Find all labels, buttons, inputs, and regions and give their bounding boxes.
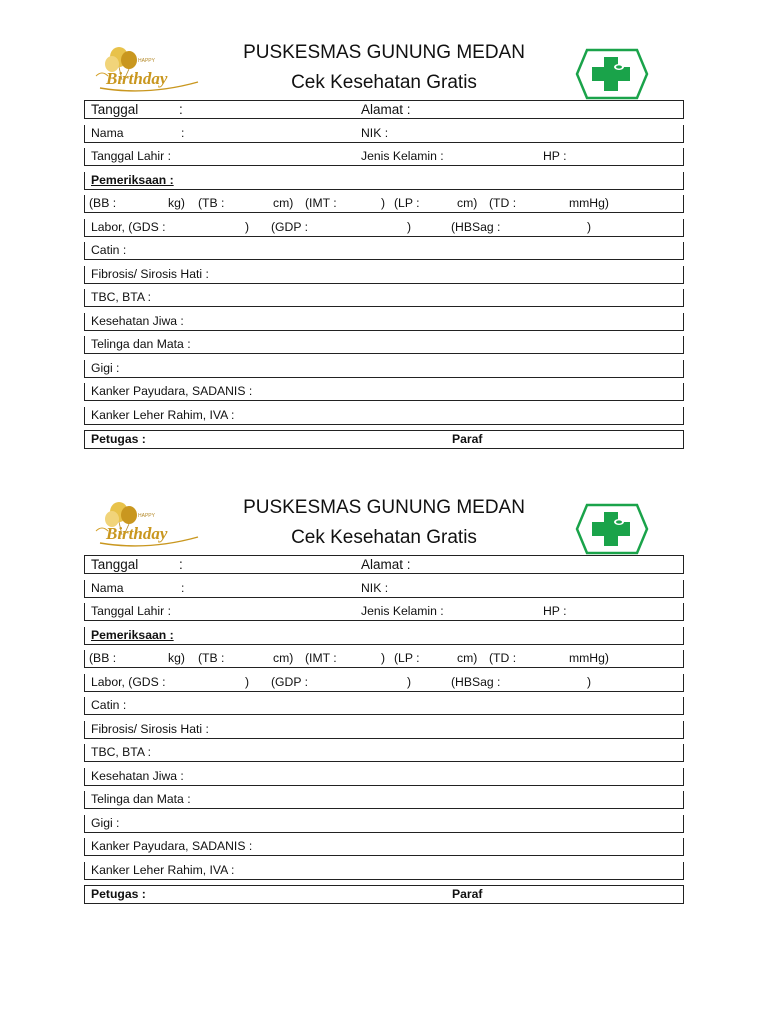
label-kg: kg) [168,651,185,665]
row-petugas [84,885,684,904]
row-catin [84,242,684,260]
label-hbsag: (HBSag : [451,674,501,689]
label-tanggal: Tanggal [91,557,139,572]
label-nama: Nama [91,580,124,595]
row-fibrosis [84,721,684,739]
row-telinga-mata [84,336,684,354]
row-nama-nik [84,125,684,143]
row-tbc [84,289,684,307]
row-lahir-kelamin-hp [84,148,684,166]
row-tanggal-alamat [84,555,684,574]
svg-text:HAPPY: HAPPY [138,58,155,64]
row-gigi [84,360,684,378]
label-hp: HP : [543,604,567,618]
label-jenis-kelamin: Jenis Kelamin : [361,149,444,163]
label-tbc: TBC, BTA : [91,745,152,759]
row-kanker-leher [84,862,684,880]
label-telinga-mata: Telinga dan Mata : [91,337,191,351]
row-pemeriksaan [84,627,684,645]
label-catin: Catin : [91,698,127,712]
label-cm-2: cm) [457,651,478,665]
row-petugas [84,430,684,449]
label-paren-3: ) [407,674,412,689]
row-tbc [84,744,684,762]
label-cm-1: cm) [273,196,294,210]
label-nik: NIK : [361,125,389,140]
label-tanggal: Tanggal [91,102,139,117]
health-form [84,100,684,455]
svg-text:HAPPY: HAPPY [138,513,155,519]
row-kanker-payudara [84,838,684,856]
label-kg: kg) [168,196,185,210]
label-fibrosis: Fibrosis/ Sirosis Hati : [91,721,209,736]
label-gigi: Gigi : [91,360,120,375]
label-fibrosis: Fibrosis/ Sirosis Hati : [91,266,209,281]
label-paren-1: ) [381,651,386,665]
health-check-card-2 [0,493,768,913]
label-nama: Nama [91,125,124,140]
birthday-logo-icon [92,46,204,96]
label-telinga-mata: Telinga dan Mata : [91,792,191,806]
clinic-subtitle: Cek Kesehatan Gratis [291,527,477,548]
label-kesehatan-jiwa: Kesehatan Jiwa : [91,313,184,328]
label-paren-4: ) [587,674,592,689]
row-gigi [84,815,684,833]
label-paren-2: ) [245,219,250,234]
label-lp: (LP : [394,196,420,210]
label-tb: (TB : [198,651,225,665]
label-catin: Catin : [91,243,127,257]
label-paraf: Paraf [452,887,483,901]
svg-text:Birthday: Birthday [106,69,168,88]
label-bb: (BB : [89,196,117,210]
label-paren-1: ) [381,196,386,210]
colon-tanggal: : [179,102,183,117]
label-nik: NIK : [361,580,389,595]
clinic-title: PUSKESMAS GUNUNG MEDAN [243,42,525,63]
label-pemeriksaan: Pemeriksaan : [91,172,174,187]
label-jenis-kelamin: Jenis Kelamin : [361,604,444,618]
label-mmhg: mmHg) [569,196,609,210]
row-measurements [84,650,684,668]
row-nama-nik [84,580,684,598]
row-telinga-mata [84,791,684,809]
colon-nama: : [181,580,185,595]
label-paren-3: ) [407,219,412,234]
health-cross-logo-icon [575,501,649,557]
label-bb: (BB : [89,651,117,665]
row-pemeriksaan [84,172,684,190]
label-gdp: (GDP : [271,219,309,234]
label-gdp: (GDP : [271,674,309,689]
clinic-title: PUSKESMAS GUNUNG MEDAN [243,497,525,518]
label-labor-gds: Labor, (GDS : [91,219,166,234]
label-hp: HP : [543,149,567,163]
row-kesehatan-jiwa [84,313,684,331]
health-check-card-1 [0,38,768,458]
label-alamat: Alamat : [361,102,411,117]
row-catin [84,697,684,715]
birthday-logo-icon [92,501,204,551]
label-paren-2: ) [245,674,250,689]
label-mmhg: mmHg) [569,651,609,665]
row-tanggal-alamat [84,100,684,119]
label-cm-1: cm) [273,651,294,665]
row-measurements [84,195,684,213]
label-tb: (TB : [198,196,225,210]
label-tbc: TBC, BTA : [91,290,152,304]
label-petugas: Petugas : [91,887,146,901]
label-labor-gds: Labor, (GDS : [91,674,166,689]
label-tanggal-lahir: Tanggal Lahir : [91,604,171,618]
clinic-subtitle: Cek Kesehatan Gratis [291,72,477,93]
label-kesehatan-jiwa: Kesehatan Jiwa : [91,768,184,783]
svg-text:Birthday: Birthday [106,524,168,543]
label-lp: (LP : [394,651,420,665]
label-imt: (IMT : [305,196,337,210]
label-hbsag: (HBSag : [451,219,501,234]
row-labor [84,219,684,237]
label-alamat: Alamat : [361,557,411,572]
row-fibrosis [84,266,684,284]
label-paraf: Paraf [452,432,483,446]
colon-tanggal: : [179,557,183,572]
label-imt: (IMT : [305,651,337,665]
row-labor [84,674,684,692]
label-cm-2: cm) [457,196,478,210]
label-tanggal-lahir: Tanggal Lahir : [91,149,171,163]
row-kanker-leher [84,407,684,425]
health-form [84,555,684,910]
label-td: (TD : [489,651,517,665]
label-kanker-leher: Kanker Leher Rahim, IVA : [91,407,235,422]
colon-nama: : [181,125,185,140]
label-petugas: Petugas : [91,432,146,446]
label-pemeriksaan: Pemeriksaan : [91,627,174,642]
row-kesehatan-jiwa [84,768,684,786]
row-lahir-kelamin-hp [84,603,684,621]
label-gigi: Gigi : [91,815,120,830]
health-cross-logo-icon [575,46,649,102]
label-paren-4: ) [587,219,592,234]
label-kanker-payudara: Kanker Payudara, SADANIS : [91,839,253,853]
label-td: (TD : [489,196,517,210]
label-kanker-payudara: Kanker Payudara, SADANIS : [91,384,253,398]
label-kanker-leher: Kanker Leher Rahim, IVA : [91,862,235,877]
row-kanker-payudara [84,383,684,401]
